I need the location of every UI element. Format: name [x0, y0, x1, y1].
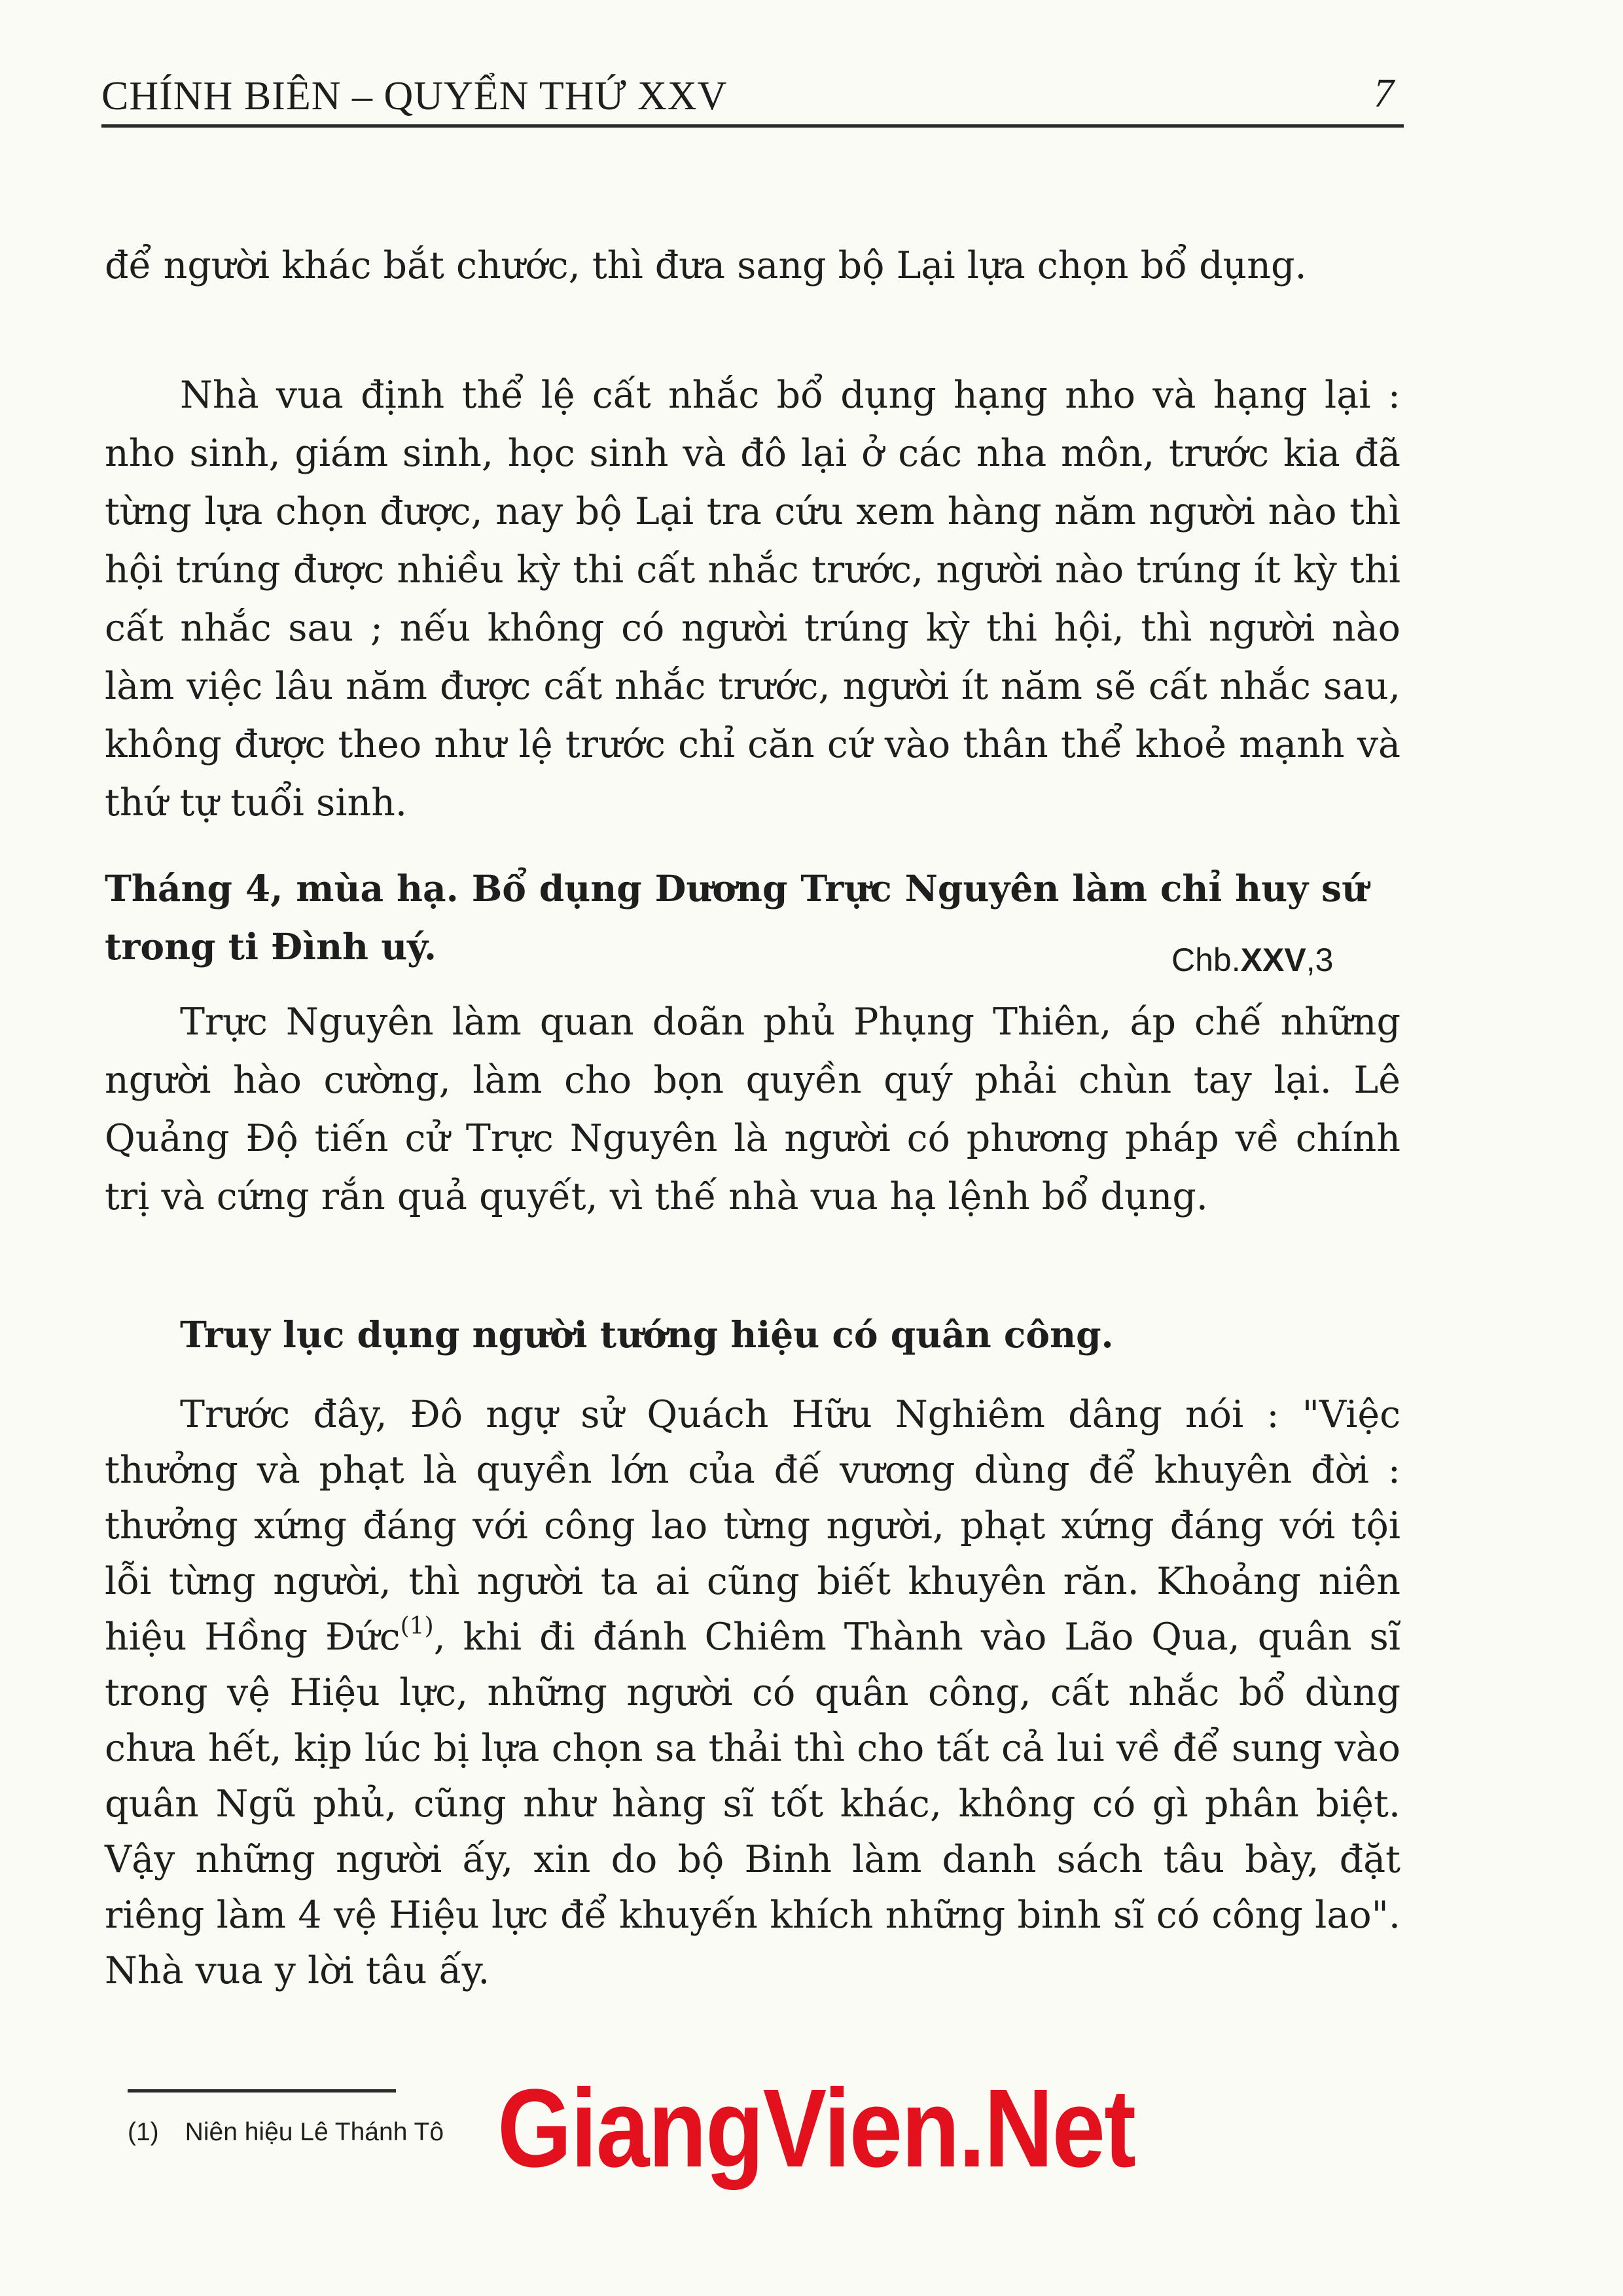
paragraph-continuation: để người khác bắt chước, thì đưa sang bộ Lại lựa chọn bổ dụng.	[105, 244, 1307, 287]
paragraph-appointment-rules: Nhà vua định thể lệ cất nhắc bổ dụng hạng nho và hạng lại : nho sinh, giám sinh, học sinh và đô lại ở các nha môn, trước kia đã từng lựa chọn được, nay bộ Lại tra cứu xem hàng năm người nào thì hội trúng được nhiều kỳ thi cất nhắc trước, người nào trúng ít kỳ thi cất nhắc sau ; nếu không có người trúng kỳ thi hội, thì người nào làm việc lâu năm được cất nhắc trước, người ít năm sẽ cất nhắc sau, không được theo như lệ trước chỉ căn cứ vào thân thể khoẻ mạnh và thứ tự tuổi sinh.	[105, 374, 1400, 824]
footnote	[128, 2118, 444, 2147]
page-header	[101, 65, 1404, 128]
watermark-logo: GiangVien.Net	[497, 2066, 1135, 2191]
section-heading-month4: Tháng 4, mùa hạ. Bổ dụng Dương Trực Nguyên làm chỉ huy sứ trong ti Đình uý.	[105, 867, 1368, 968]
paragraph-quach-huu-nghiem: Trước đây, Đô ngự sử Quách Hữu Nghiêm dâng nói : "Việc thưởng và phạt là quyền lớn của đế vương dùng để khuyên đời : thưởng xứng đáng với công lao từng người, phạt xứng đáng với tội lỗi từng người, thì người ta ai cũng biết khuyên răn. Khoảng niên hiệu Hồng Đức$^{(1)}$, khi đi đánh Chiêm Thành vào Lão Qua, quân sĩ trong vệ Hiệu lực, những người có quân công, cất nhắc bổ dùng chưa hết, kịp lúc bị lựa chọn sa thải thì cho tất cả lui về để sung vào quân Ngũ phủ, cũng như hàng sĩ tốt khác, không có gì phân biệt. Vậy những người ấy, xin do bộ Binh làm danh sách tâu bày, đặt riêng làm 4 vệ Hiệu lực để khuyến khích những binh sĩ có công lao". Nhà vua y lời tâu ấy.	[105, 1393, 1401, 1992]
running-title: CHÍNH BIÊN – QUYỂN THỨ XXV	[101, 74, 728, 118]
paragraph-truc-nguyen: Trực Nguyên làm quan doãn phủ Phụng Thiên, áp chế những người hào cường, làm cho bọn quyền quý phải chùn tay lại. Lê Quảng Độ tiến cử Trực Nguyên là người có phương pháp về chính trị và cứng rắn quả quyết, vì thế nhà vua hạ lệnh bổ dụng.	[105, 1000, 1400, 1218]
section-heading-military-merit: Truy lục dụng người tướng hiệu có quân công.	[180, 1313, 1114, 1356]
page-number: 7	[1374, 71, 1394, 116]
footnote-divider	[128, 2089, 396, 2093]
footnote-ref[interactable]: (1)	[400, 1613, 434, 1640]
footnote-marker: (1)	[128, 2118, 159, 2146]
reference-code: Chb.XXV,3	[1171, 942, 1334, 978]
footnote-text: Niên hiệu Lê Thánh Tô	[185, 2118, 444, 2146]
